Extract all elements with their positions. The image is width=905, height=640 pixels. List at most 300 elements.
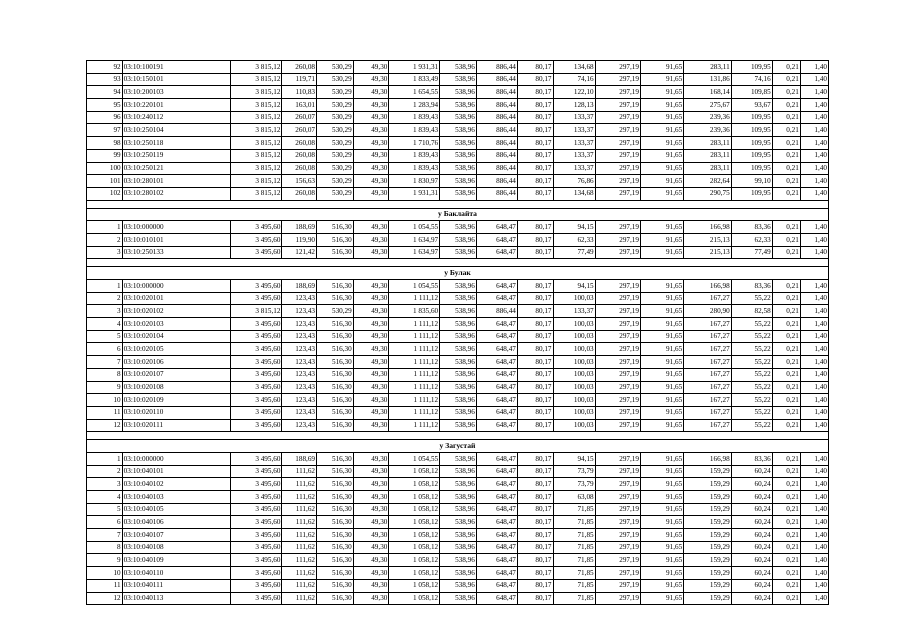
value-cell: 538,96 bbox=[440, 149, 477, 162]
value-cell: 109,95 bbox=[731, 111, 772, 124]
value-cell: 516,30 bbox=[317, 541, 354, 554]
value-cell: 49,30 bbox=[353, 233, 389, 246]
value-cell: 516,30 bbox=[317, 233, 354, 246]
value-cell: 60,24 bbox=[731, 579, 772, 592]
value-cell: 0,21 bbox=[772, 73, 800, 86]
value-cell: 0,21 bbox=[772, 592, 800, 605]
value-cell: 1,40 bbox=[800, 516, 828, 529]
row-number-cell: 6 bbox=[87, 343, 123, 356]
row-number-cell: 4 bbox=[87, 491, 123, 504]
cadastral-code-cell: 03:10:250119 bbox=[122, 149, 230, 162]
value-cell: 1,40 bbox=[800, 73, 828, 86]
value-cell: 0,21 bbox=[772, 452, 800, 465]
value-cell: 1,40 bbox=[800, 491, 828, 504]
table-row bbox=[87, 175, 829, 188]
row-number-cell: 7 bbox=[87, 356, 123, 369]
value-cell: 1 058,12 bbox=[389, 478, 440, 491]
value-cell: 91,65 bbox=[640, 478, 683, 491]
value-cell: 71,85 bbox=[553, 554, 595, 567]
value-cell: 0,21 bbox=[772, 465, 800, 478]
value-cell: 297,19 bbox=[595, 137, 640, 150]
value-cell: 1,40 bbox=[800, 280, 828, 293]
value-cell: 648,47 bbox=[476, 554, 517, 567]
value-cell: 1,40 bbox=[800, 465, 828, 478]
value-cell: 516,30 bbox=[317, 592, 354, 605]
cadastral-code-cell: 03:10:200103 bbox=[122, 86, 230, 99]
value-cell: 297,19 bbox=[595, 175, 640, 188]
value-cell: 1,40 bbox=[800, 452, 828, 465]
section-spacer bbox=[87, 259, 829, 267]
value-cell: 297,19 bbox=[595, 592, 640, 605]
value-cell: 0,21 bbox=[772, 221, 800, 234]
value-cell: 1,40 bbox=[800, 406, 828, 419]
value-cell: 886,44 bbox=[476, 61, 517, 74]
table-row bbox=[87, 406, 829, 419]
value-cell: 91,65 bbox=[640, 452, 683, 465]
value-cell: 100,03 bbox=[553, 292, 595, 305]
value-cell: 167,27 bbox=[684, 356, 732, 369]
value-cell: 1 839,43 bbox=[389, 111, 440, 124]
value-cell: 131,86 bbox=[684, 73, 732, 86]
value-cell: 297,19 bbox=[595, 368, 640, 381]
row-number-cell: 9 bbox=[87, 554, 123, 567]
row-number-cell: 7 bbox=[87, 529, 123, 542]
value-cell: 1 054,55 bbox=[389, 221, 440, 234]
value-cell: 91,65 bbox=[640, 124, 683, 137]
value-cell: 123,43 bbox=[282, 292, 317, 305]
value-cell: 3 495,60 bbox=[230, 280, 282, 293]
row-number-cell: 96 bbox=[87, 111, 123, 124]
value-cell: 538,96 bbox=[440, 73, 477, 86]
value-cell: 1,40 bbox=[800, 554, 828, 567]
value-cell: 0,21 bbox=[772, 356, 800, 369]
value-cell: 49,30 bbox=[353, 318, 389, 331]
value-cell: 49,30 bbox=[353, 419, 389, 432]
data-table bbox=[86, 60, 829, 605]
value-cell: 215,13 bbox=[684, 233, 732, 246]
value-cell: 168,14 bbox=[684, 86, 732, 99]
value-cell: 60,24 bbox=[731, 567, 772, 580]
row-number-cell: 10 bbox=[87, 567, 123, 580]
value-cell: 516,30 bbox=[317, 465, 354, 478]
value-cell: 1 111,12 bbox=[389, 419, 440, 432]
value-cell: 538,96 bbox=[440, 465, 477, 478]
value-cell: 1 058,12 bbox=[389, 592, 440, 605]
value-cell: 55,22 bbox=[731, 368, 772, 381]
value-cell: 538,96 bbox=[440, 221, 477, 234]
value-cell: 49,30 bbox=[353, 61, 389, 74]
document-page bbox=[86, 60, 829, 605]
value-cell: 3 815,12 bbox=[230, 305, 282, 318]
value-cell: 3 815,12 bbox=[230, 124, 282, 137]
table-row bbox=[87, 233, 829, 246]
value-cell: 1,40 bbox=[800, 394, 828, 407]
value-cell: 91,65 bbox=[640, 187, 683, 200]
value-cell: 0,21 bbox=[772, 187, 800, 200]
value-cell: 159,29 bbox=[684, 541, 732, 554]
value-cell: 516,30 bbox=[317, 292, 354, 305]
value-cell: 49,30 bbox=[353, 246, 389, 259]
value-cell: 60,24 bbox=[731, 554, 772, 567]
value-cell: 648,47 bbox=[476, 491, 517, 504]
value-cell: 538,96 bbox=[440, 452, 477, 465]
value-cell: 538,96 bbox=[440, 554, 477, 567]
value-cell: 886,44 bbox=[476, 137, 517, 150]
value-cell: 91,65 bbox=[640, 465, 683, 478]
value-cell: 49,30 bbox=[353, 368, 389, 381]
value-cell: 76,86 bbox=[553, 175, 595, 188]
value-cell: 159,29 bbox=[684, 592, 732, 605]
row-number-cell: 2 bbox=[87, 465, 123, 478]
value-cell: 516,30 bbox=[317, 343, 354, 356]
value-cell: 260,07 bbox=[282, 124, 317, 137]
value-cell: 282,64 bbox=[684, 175, 732, 188]
value-cell: 109,95 bbox=[731, 149, 772, 162]
value-cell: 1 054,55 bbox=[389, 452, 440, 465]
table-row bbox=[87, 318, 829, 331]
value-cell: 886,44 bbox=[476, 99, 517, 112]
section-title: у Загустай bbox=[87, 440, 829, 453]
value-cell: 648,47 bbox=[476, 280, 517, 293]
value-cell: 60,24 bbox=[731, 491, 772, 504]
row-number-cell: 94 bbox=[87, 86, 123, 99]
value-cell: 91,65 bbox=[640, 491, 683, 504]
value-cell: 297,19 bbox=[595, 73, 640, 86]
table-row bbox=[87, 61, 829, 74]
value-cell: 1,40 bbox=[800, 541, 828, 554]
value-cell: 648,47 bbox=[476, 529, 517, 542]
value-cell: 297,19 bbox=[595, 579, 640, 592]
value-cell: 123,43 bbox=[282, 343, 317, 356]
value-cell: 648,47 bbox=[476, 452, 517, 465]
value-cell: 297,19 bbox=[595, 318, 640, 331]
value-cell: 538,96 bbox=[440, 567, 477, 580]
value-cell: 1,40 bbox=[800, 330, 828, 343]
value-cell: 166,98 bbox=[684, 452, 732, 465]
value-cell: 1,40 bbox=[800, 61, 828, 74]
value-cell: 1 058,12 bbox=[389, 529, 440, 542]
value-cell: 49,30 bbox=[353, 73, 389, 86]
value-cell: 1 833,49 bbox=[389, 73, 440, 86]
value-cell: 100,03 bbox=[553, 356, 595, 369]
value-cell: 91,65 bbox=[640, 368, 683, 381]
cadastral-code-cell: 03:10:040105 bbox=[122, 503, 230, 516]
value-cell: 886,44 bbox=[476, 124, 517, 137]
value-cell: 1,40 bbox=[800, 99, 828, 112]
value-cell: 1,40 bbox=[800, 175, 828, 188]
value-cell: 886,44 bbox=[476, 149, 517, 162]
value-cell: 538,96 bbox=[440, 381, 477, 394]
value-cell: 516,30 bbox=[317, 579, 354, 592]
value-cell: 516,30 bbox=[317, 406, 354, 419]
value-cell: 886,44 bbox=[476, 305, 517, 318]
value-cell: 49,30 bbox=[353, 406, 389, 419]
table-row bbox=[87, 394, 829, 407]
value-cell: 0,21 bbox=[772, 554, 800, 567]
value-cell: 648,47 bbox=[476, 503, 517, 516]
value-cell: 49,30 bbox=[353, 149, 389, 162]
cadastral-code-cell: 03:10:150101 bbox=[122, 73, 230, 86]
value-cell: 91,65 bbox=[640, 343, 683, 356]
value-cell: 49,30 bbox=[353, 579, 389, 592]
value-cell: 3 495,60 bbox=[230, 465, 282, 478]
value-cell: 3 495,60 bbox=[230, 246, 282, 259]
value-cell: 516,30 bbox=[317, 452, 354, 465]
value-cell: 1 283,94 bbox=[389, 99, 440, 112]
cadastral-code-cell: 03:10:020109 bbox=[122, 394, 230, 407]
value-cell: 530,29 bbox=[317, 162, 354, 175]
value-cell: 516,30 bbox=[317, 419, 354, 432]
value-cell: 0,21 bbox=[772, 162, 800, 175]
spacer-cell bbox=[87, 432, 829, 440]
value-cell: 111,62 bbox=[282, 465, 317, 478]
value-cell: 77,49 bbox=[731, 246, 772, 259]
value-cell: 297,19 bbox=[595, 356, 640, 369]
value-cell: 159,29 bbox=[684, 503, 732, 516]
section-spacer bbox=[87, 200, 829, 208]
value-cell: 538,96 bbox=[440, 124, 477, 137]
value-cell: 1 111,12 bbox=[389, 406, 440, 419]
cadastral-code-cell: 03:10:020105 bbox=[122, 343, 230, 356]
table-row bbox=[87, 73, 829, 86]
value-cell: 49,30 bbox=[353, 137, 389, 150]
table-row bbox=[87, 162, 829, 175]
row-number-cell: 9 bbox=[87, 381, 123, 394]
cadastral-code-cell: 03:10:100191 bbox=[122, 61, 230, 74]
value-cell: 538,96 bbox=[440, 406, 477, 419]
value-cell: 260,08 bbox=[282, 187, 317, 200]
value-cell: 91,65 bbox=[640, 233, 683, 246]
value-cell: 80,17 bbox=[517, 554, 553, 567]
value-cell: 1 058,12 bbox=[389, 516, 440, 529]
value-cell: 3 495,60 bbox=[230, 292, 282, 305]
value-cell: 1 111,12 bbox=[389, 356, 440, 369]
value-cell: 121,42 bbox=[282, 246, 317, 259]
value-cell: 1 111,12 bbox=[389, 343, 440, 356]
value-cell: 648,47 bbox=[476, 233, 517, 246]
value-cell: 530,29 bbox=[317, 99, 354, 112]
row-number-cell: 8 bbox=[87, 541, 123, 554]
value-cell: 538,96 bbox=[440, 61, 477, 74]
value-cell: 297,19 bbox=[595, 381, 640, 394]
value-cell: 516,30 bbox=[317, 503, 354, 516]
value-cell: 538,96 bbox=[440, 478, 477, 491]
value-cell: 538,96 bbox=[440, 503, 477, 516]
value-cell: 80,17 bbox=[517, 162, 553, 175]
section-title: у Булак bbox=[87, 267, 829, 280]
value-cell: 0,21 bbox=[772, 61, 800, 74]
row-number-cell: 6 bbox=[87, 516, 123, 529]
value-cell: 297,19 bbox=[595, 305, 640, 318]
value-cell: 297,19 bbox=[595, 529, 640, 542]
value-cell: 111,62 bbox=[282, 554, 317, 567]
value-cell: 1,40 bbox=[800, 246, 828, 259]
value-cell: 648,47 bbox=[476, 592, 517, 605]
value-cell: 133,37 bbox=[553, 305, 595, 318]
value-cell: 3 815,12 bbox=[230, 187, 282, 200]
cadastral-code-cell: 03:10:040101 bbox=[122, 465, 230, 478]
value-cell: 648,47 bbox=[476, 343, 517, 356]
value-cell: 133,37 bbox=[553, 137, 595, 150]
cadastral-code-cell: 03:10:020110 bbox=[122, 406, 230, 419]
value-cell: 538,96 bbox=[440, 246, 477, 259]
value-cell: 80,17 bbox=[517, 419, 553, 432]
row-number-cell: 11 bbox=[87, 406, 123, 419]
value-cell: 60,24 bbox=[731, 529, 772, 542]
value-cell: 100,03 bbox=[553, 419, 595, 432]
value-cell: 109,95 bbox=[731, 187, 772, 200]
value-cell: 77,49 bbox=[553, 246, 595, 259]
row-number-cell: 97 bbox=[87, 124, 123, 137]
value-cell: 91,65 bbox=[640, 592, 683, 605]
cadastral-code-cell: 03:10:040110 bbox=[122, 567, 230, 580]
value-cell: 91,65 bbox=[640, 419, 683, 432]
value-cell: 71,85 bbox=[553, 579, 595, 592]
value-cell: 55,22 bbox=[731, 343, 772, 356]
table-row bbox=[87, 592, 829, 605]
value-cell: 0,21 bbox=[772, 330, 800, 343]
value-cell: 297,19 bbox=[595, 554, 640, 567]
value-cell: 516,30 bbox=[317, 554, 354, 567]
cadastral-code-cell: 03:10:040109 bbox=[122, 554, 230, 567]
value-cell: 3 815,12 bbox=[230, 149, 282, 162]
value-cell: 3 495,60 bbox=[230, 491, 282, 504]
value-cell: 3 495,60 bbox=[230, 419, 282, 432]
value-cell: 91,65 bbox=[640, 292, 683, 305]
value-cell: 516,30 bbox=[317, 246, 354, 259]
value-cell: 1,40 bbox=[800, 381, 828, 394]
value-cell: 80,17 bbox=[517, 592, 553, 605]
value-cell: 91,65 bbox=[640, 503, 683, 516]
value-cell: 1 839,43 bbox=[389, 162, 440, 175]
value-cell: 91,65 bbox=[640, 356, 683, 369]
row-number-cell: 12 bbox=[87, 592, 123, 605]
value-cell: 297,19 bbox=[595, 419, 640, 432]
value-cell: 0,21 bbox=[772, 516, 800, 529]
value-cell: 283,11 bbox=[684, 162, 732, 175]
value-cell: 109,95 bbox=[731, 137, 772, 150]
value-cell: 648,47 bbox=[476, 330, 517, 343]
value-cell: 538,96 bbox=[440, 394, 477, 407]
value-cell: 91,65 bbox=[640, 111, 683, 124]
cadastral-code-cell: 03:10:250118 bbox=[122, 137, 230, 150]
value-cell: 538,96 bbox=[440, 137, 477, 150]
value-cell: 1,40 bbox=[800, 529, 828, 542]
value-cell: 0,21 bbox=[772, 246, 800, 259]
value-cell: 49,30 bbox=[353, 280, 389, 293]
value-cell: 111,62 bbox=[282, 478, 317, 491]
value-cell: 109,95 bbox=[731, 124, 772, 137]
value-cell: 80,17 bbox=[517, 503, 553, 516]
value-cell: 530,29 bbox=[317, 187, 354, 200]
value-cell: 49,30 bbox=[353, 343, 389, 356]
cadastral-code-cell: 03:10:250121 bbox=[122, 162, 230, 175]
value-cell: 80,17 bbox=[517, 394, 553, 407]
value-cell: 1,40 bbox=[800, 162, 828, 175]
value-cell: 516,30 bbox=[317, 280, 354, 293]
value-cell: 538,96 bbox=[440, 529, 477, 542]
value-cell: 167,27 bbox=[684, 406, 732, 419]
value-cell: 119,71 bbox=[282, 73, 317, 86]
value-cell: 91,65 bbox=[640, 381, 683, 394]
value-cell: 648,47 bbox=[476, 406, 517, 419]
value-cell: 62,33 bbox=[731, 233, 772, 246]
value-cell: 1 054,55 bbox=[389, 280, 440, 293]
value-cell: 91,65 bbox=[640, 541, 683, 554]
row-number-cell: 5 bbox=[87, 330, 123, 343]
value-cell: 3 495,60 bbox=[230, 516, 282, 529]
value-cell: 80,17 bbox=[517, 86, 553, 99]
value-cell: 71,85 bbox=[553, 516, 595, 529]
value-cell: 80,17 bbox=[517, 221, 553, 234]
value-cell: 1 830,97 bbox=[389, 175, 440, 188]
value-cell: 100,03 bbox=[553, 381, 595, 394]
value-cell: 62,33 bbox=[553, 233, 595, 246]
value-cell: 538,96 bbox=[440, 86, 477, 99]
value-cell: 60,24 bbox=[731, 592, 772, 605]
value-cell: 159,29 bbox=[684, 465, 732, 478]
table-row bbox=[87, 529, 829, 542]
value-cell: 91,65 bbox=[640, 73, 683, 86]
value-cell: 516,30 bbox=[317, 356, 354, 369]
value-cell: 123,43 bbox=[282, 330, 317, 343]
value-cell: 1 931,31 bbox=[389, 61, 440, 74]
value-cell: 648,47 bbox=[476, 516, 517, 529]
row-number-cell: 11 bbox=[87, 579, 123, 592]
value-cell: 3 815,12 bbox=[230, 61, 282, 74]
value-cell: 55,22 bbox=[731, 318, 772, 331]
value-cell: 538,96 bbox=[440, 516, 477, 529]
value-cell: 1,40 bbox=[800, 343, 828, 356]
value-cell: 49,30 bbox=[353, 452, 389, 465]
value-cell: 80,17 bbox=[517, 305, 553, 318]
value-cell: 3 495,60 bbox=[230, 478, 282, 491]
value-cell: 80,17 bbox=[517, 465, 553, 478]
value-cell: 538,96 bbox=[440, 280, 477, 293]
value-cell: 516,30 bbox=[317, 368, 354, 381]
value-cell: 80,17 bbox=[517, 318, 553, 331]
value-cell: 530,29 bbox=[317, 61, 354, 74]
cadastral-code-cell: 03:10:010101 bbox=[122, 233, 230, 246]
value-cell: 516,30 bbox=[317, 221, 354, 234]
value-cell: 297,19 bbox=[595, 111, 640, 124]
table-row bbox=[87, 149, 829, 162]
value-cell: 297,19 bbox=[595, 86, 640, 99]
value-cell: 1 111,12 bbox=[389, 330, 440, 343]
value-cell: 538,96 bbox=[440, 491, 477, 504]
value-cell: 100,03 bbox=[553, 343, 595, 356]
value-cell: 648,47 bbox=[476, 394, 517, 407]
value-cell: 297,19 bbox=[595, 406, 640, 419]
value-cell: 1,40 bbox=[800, 187, 828, 200]
value-cell: 516,30 bbox=[317, 330, 354, 343]
cadastral-code-cell: 03:10:040103 bbox=[122, 491, 230, 504]
value-cell: 123,43 bbox=[282, 318, 317, 331]
value-cell: 1,40 bbox=[800, 111, 828, 124]
value-cell: 297,19 bbox=[595, 187, 640, 200]
value-cell: 91,65 bbox=[640, 61, 683, 74]
value-cell: 3 815,12 bbox=[230, 137, 282, 150]
value-cell: 91,65 bbox=[640, 137, 683, 150]
cadastral-code-cell: 03:10:020103 bbox=[122, 318, 230, 331]
value-cell: 80,17 bbox=[517, 368, 553, 381]
value-cell: 80,17 bbox=[517, 406, 553, 419]
value-cell: 1,40 bbox=[800, 478, 828, 491]
table-row bbox=[87, 579, 829, 592]
value-cell: 648,47 bbox=[476, 246, 517, 259]
value-cell: 538,96 bbox=[440, 318, 477, 331]
value-cell: 60,24 bbox=[731, 465, 772, 478]
